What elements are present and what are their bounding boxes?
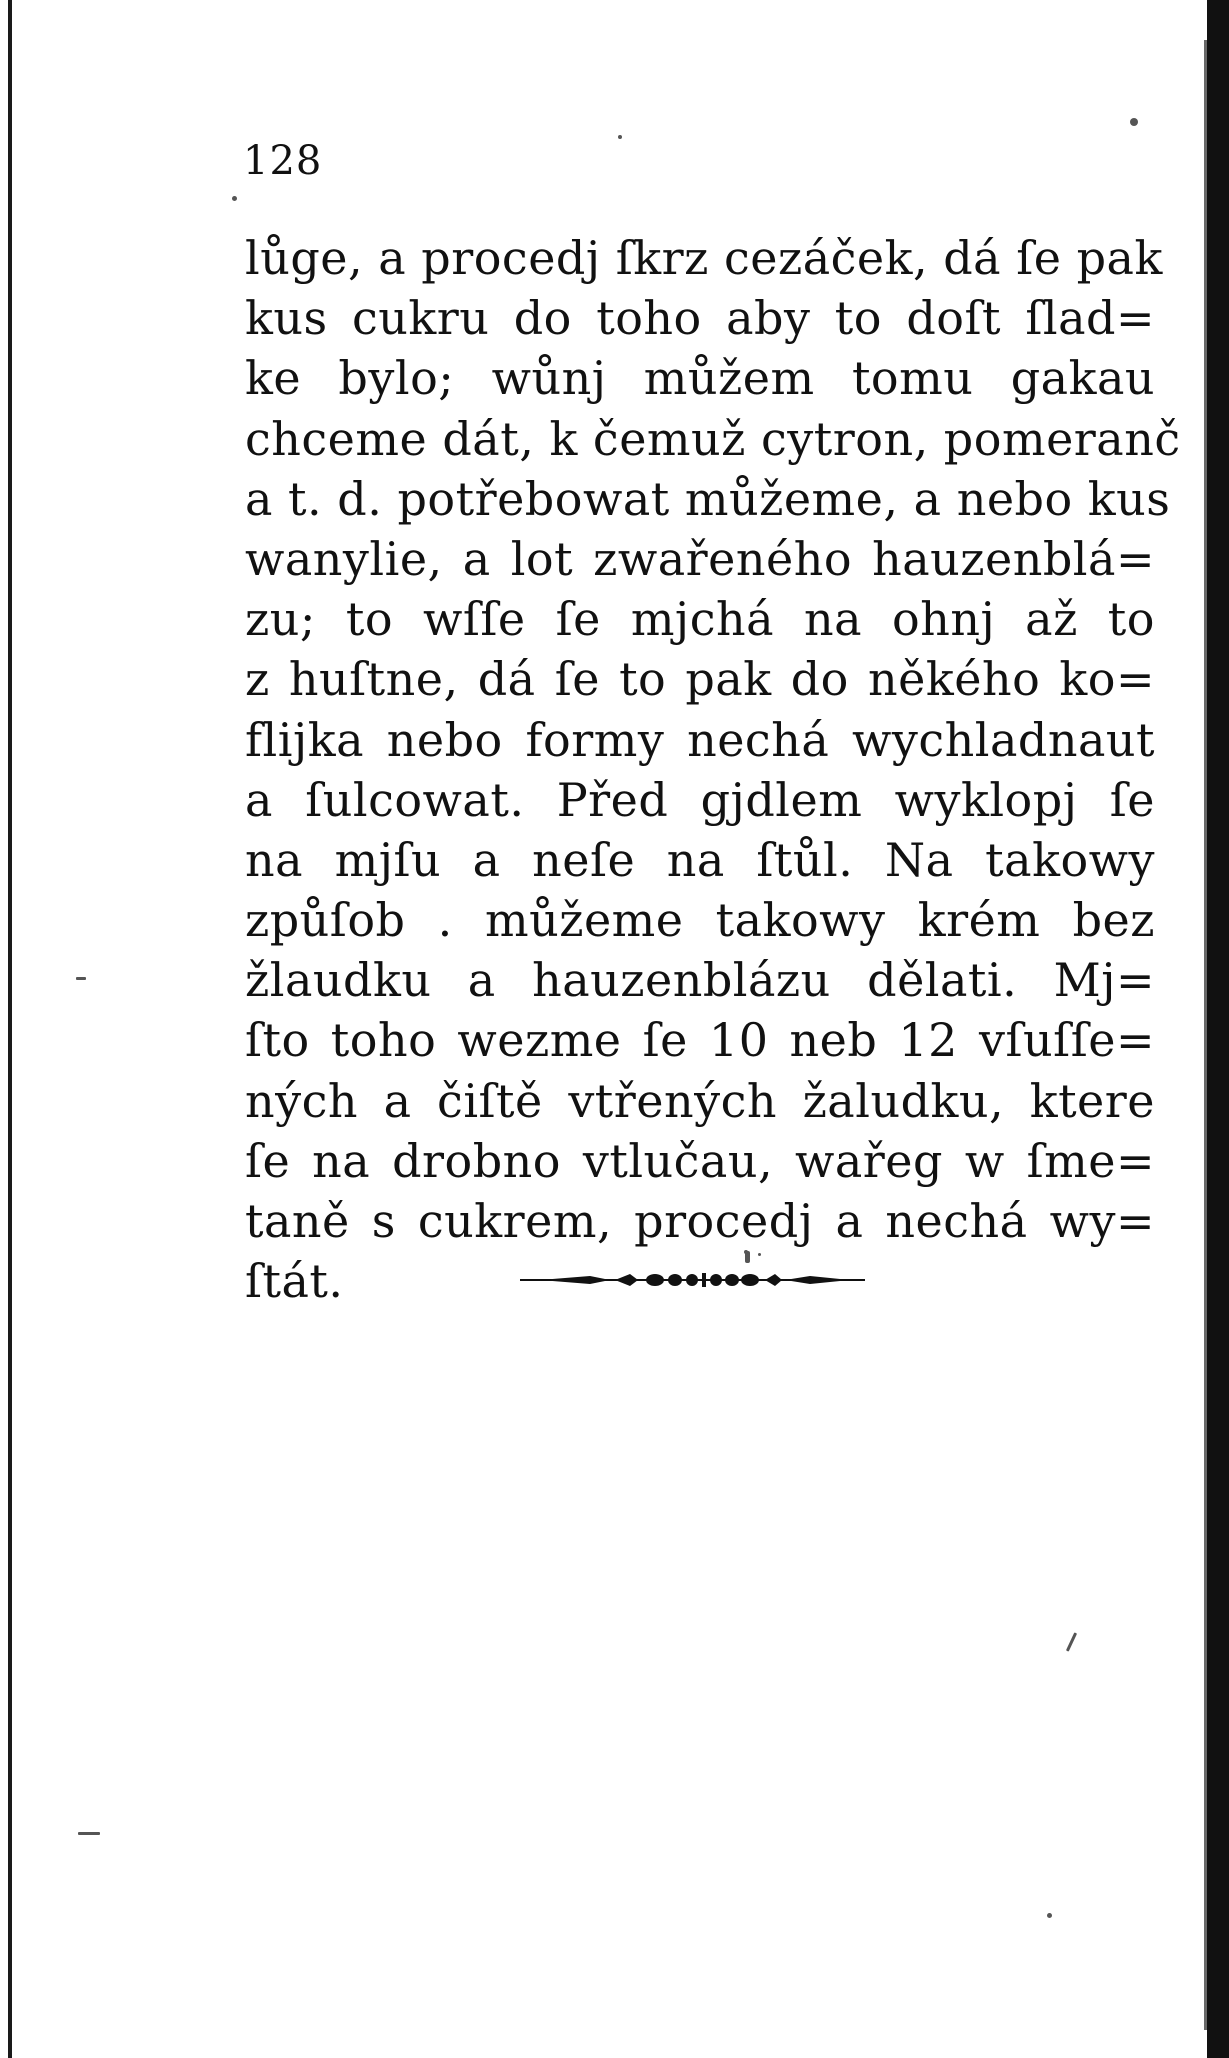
paper-speck xyxy=(76,977,86,980)
right-page-edge xyxy=(1207,0,1229,2058)
text-line: lůge, a procedj ſkrz cezáček, dá ſe pak xyxy=(245,231,1163,285)
paper-speck xyxy=(618,135,622,139)
text-line: taně s cukrem, procedj a nechá wy= xyxy=(245,1194,1155,1248)
text-line: ſto toho wezme ſe 10 neb 12 vſuſſe= xyxy=(245,1013,1155,1068)
text-line: z huſtne, dá ſe to pak do někého ko= xyxy=(245,652,1155,707)
text-line: ke bylo; wůnj můžem tomu gakau xyxy=(245,351,1155,406)
paper-speck xyxy=(1130,118,1138,126)
text-line: wanylie, a lot zwařeného hauzenblá= xyxy=(245,531,1155,586)
text-line: ſtát. xyxy=(245,1254,344,1309)
page-number: 128 xyxy=(243,138,323,184)
text-line: na mjſu a neſe na ſtůl. Na takowy xyxy=(245,832,1155,887)
ornament-divider xyxy=(520,1270,865,1290)
text-line: zu; to wſſe ſe mjchá na ohnj až to xyxy=(245,592,1155,647)
left-page-edge xyxy=(8,0,12,2058)
paper-speck xyxy=(1047,1913,1052,1918)
text-line: způſob . můžeme takowy krém bez xyxy=(245,893,1155,948)
text-line: kus cukru do toho aby to doſt ſlad= xyxy=(245,291,1155,346)
paper-speck xyxy=(744,1250,748,1254)
paper-speck xyxy=(758,1253,761,1256)
text-line: ſe na drobno vtlučau, wařeg w ſme= xyxy=(245,1133,1155,1188)
text-line: ných a čiſtě vtřených žaludku, ktere xyxy=(245,1073,1155,1128)
paper-speck xyxy=(1066,1632,1077,1651)
text-line: chceme dát, k čemuž cytron, pomeranč xyxy=(245,411,1181,466)
text-line: žlaudku a hauzenblázu dělati. Mj= xyxy=(245,953,1155,1008)
paper-speck xyxy=(232,196,237,201)
text-line: a t. d. potřebowat můžeme, a nebo kus xyxy=(245,471,1171,526)
text-line: flijka nebo formy nechá wychladnaut xyxy=(245,712,1155,767)
text-line: a ſulcowat. Před gjdlem wyklopj ſe xyxy=(245,772,1155,827)
body-text xyxy=(245,228,1181,1311)
paper-speck xyxy=(78,1832,100,1835)
